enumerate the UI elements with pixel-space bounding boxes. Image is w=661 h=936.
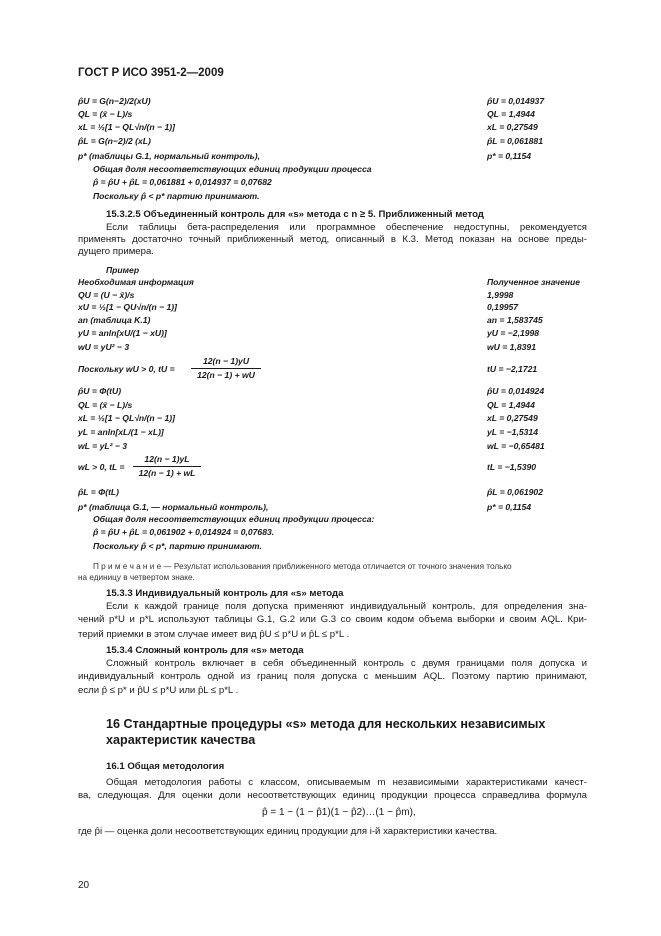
note-text: — Результат использования приближенного метода отличается от точного значения только: [161, 562, 512, 571]
calc-row-right: tL = −1,5390: [487, 462, 537, 472]
calc-row-right: wU = 1,8391: [487, 342, 536, 352]
calc-row-left: p* (таблица G.1, — нормальный контроль),: [78, 502, 269, 512]
calc-row-right: wL = −0,65481: [487, 441, 545, 451]
calc-row-right: xL = 0,27549: [487, 122, 538, 132]
calc-row-right: yL = −1,5314: [487, 427, 538, 437]
paragraph-line: Если к каждой границе поля допуска применяют индивидуальный контроль, для определения зна-: [106, 601, 587, 612]
calc-conclusion: Поскольку p̂ < p*, партию принимают.: [93, 541, 262, 551]
calc-row-left: QL = (x̄ − L)/s: [78, 400, 133, 410]
calc-row-right: p̂L = 0,061881: [487, 136, 543, 146]
fraction-denominator: 12(n − 1) + wL: [138, 468, 196, 478]
note-label: П р и м е ч а н и е: [93, 562, 162, 571]
calc-row-left: QU = (U − x̄)/s: [78, 290, 135, 300]
calc-row-right: 0,19957: [487, 302, 519, 312]
calc-row-right: p* = 0,1154: [487, 151, 532, 161]
page-header-title: ГОСТ Р ИСО 3951-2—2009: [78, 67, 224, 79]
calc-row-right: QL = 1,4944: [487, 109, 535, 119]
calc-row-left: p̂U = Φ(tU): [78, 386, 122, 396]
calc-row-left: wU = yU² − 3: [78, 342, 130, 352]
calc-row-left: an (таблица K.1): [78, 315, 151, 325]
fraction-prefix: Поскольку wU > 0, tU =: [78, 364, 175, 374]
calc-row-right: yU = −2,1998: [487, 328, 540, 338]
calc-row-left: p̂L = G(n−2)/2 (xL): [78, 136, 151, 146]
section-heading-16-cont: характеристик качества: [106, 733, 256, 747]
formula: p̂ = 1 − (1 − p̂1)(1 − p̂2)…(1 − p̂m),: [262, 807, 416, 818]
calc-row-right: xL = 0,27549: [487, 413, 538, 423]
calc-row-left: xU = ½[1 − QU√n/(n − 1)]: [78, 302, 178, 312]
calc-row-right: p* = 0,1154: [487, 502, 532, 512]
calc-conclusion: Поскольку p̂ < p* партию принимают.: [93, 191, 260, 201]
fraction-bar: [191, 368, 261, 369]
calc-row-left: QL = (x̄ − L)/s: [78, 109, 133, 119]
fraction-numerator: 12(n − 1)yU: [202, 356, 250, 366]
paragraph-line: если p̂ ≤ p* и p̂U ≤ p*U или p̂L ≤ p*L .: [78, 685, 239, 696]
page-number: 20: [78, 880, 90, 891]
paragraph-line: Сложный контроль включает в себя объединенный контроль с двумя границами поля допуска и: [106, 658, 587, 669]
paragraph-line: индивидуальный контроль одной из границ поля допуска с меньшим AQL. Поэтому партию принимают,: [78, 671, 587, 682]
calc-conclusion: Общая доля несоответствующих единиц продукции процесса: [93, 164, 372, 174]
example-label: Пример: [106, 265, 140, 275]
calc-row-right: an = 1,583745: [487, 315, 543, 325]
calc-row-left: xL = ½[1 − QL√n/(n − 1)]: [78, 122, 175, 132]
calc-conclusion: Общая доля несоответствующих единиц продукции процесса:: [93, 514, 375, 524]
calc-row-right: QL = 1,4944: [487, 400, 535, 410]
fraction-denominator: 12(n − 1) + wU: [197, 370, 255, 380]
paragraph-line: ва, следующая. Для оценки доли несоответствующих единиц продукции процесса справедлива формула: [78, 790, 587, 801]
calc-row-left: yU = anln[xU/(1 − xU)]: [78, 328, 167, 338]
calc-row-left: yL = anln[xL/(1 − xL)]: [78, 427, 164, 437]
paragraph-line: терий приемки в этом случае имеет вид p̂U ≤ p*U и p̂L ≤ p*L .: [78, 629, 350, 640]
section-heading-15-3-3: 15.3.3 Индивидуальный контроль для «s» метода: [106, 588, 344, 599]
fraction-bar: [133, 466, 201, 467]
section-heading-15-3-4: 15.3.4 Сложный контроль для «s» метода: [106, 645, 304, 656]
paragraph-line: дущего примера.: [78, 246, 154, 257]
calc-row-right: p̂U = 0,014937: [487, 96, 545, 106]
fraction-prefix: wL > 0, tL =: [78, 462, 125, 472]
calc-row-left: p* (таблицы G.1, нормальный контроль),: [78, 151, 261, 161]
column-header-obtained: Полученное значение: [487, 277, 581, 287]
note-text: на единицу в четвертом знаке.: [78, 573, 195, 582]
fraction-numerator: 12(n − 1)yL: [144, 454, 190, 464]
calc-row-left: p̂L = Φ(tL): [78, 487, 120, 497]
calc-row-left: p̂U = G(n−2)/2(xU): [78, 96, 151, 106]
calc-row-right: tU = −2,1721: [487, 364, 538, 374]
note: [93, 561, 512, 572]
calc-row-left: xL = ½[1 − QL√n/(n − 1)]: [78, 413, 175, 423]
paragraph-line: Общая методология работы с классом, описываемым m независимыми характеристиками качест-: [106, 777, 587, 788]
column-header-required: Необходимая информация: [78, 277, 194, 287]
calc-conclusion: p̂ = p̂U + p̂L = 0,061881 + 0,014937 = 0,07682: [93, 177, 272, 187]
paragraph-line: применять достаточно точный приближенный метод, описанный в К.3. Метод показан на основе преды-: [78, 234, 587, 245]
calc-row-left: wL = yL² − 3: [78, 441, 128, 451]
calc-row-right: 1,9998: [487, 290, 514, 300]
paragraph-line: Если таблицы бета-распределения или программное обеспечение недоступны, рекомендуется: [106, 222, 587, 233]
paragraph-line: где p̂i — оценка доли несоответствующих единиц продукции для i-й характеристики качества.: [78, 826, 498, 837]
paragraph-line: чений p*U и p*L используют таблицы G.1, G.2 или G.3 со своим кодом объема выборки и своим AQL. Кри-: [78, 614, 587, 625]
section-heading-15-3-2-5: 15.3.2.5 Объединенный контроль для «s» метода с n ≥ 5. Приближенный метод: [106, 209, 484, 220]
section-heading-16-1: 16.1 Общая методология: [106, 761, 225, 772]
calc-row-right: p̂L = 0,061902: [487, 487, 543, 497]
calc-conclusion: p̂ = p̂U + p̂L = 0,061902 + 0,014924 = 0,07683.: [93, 527, 275, 537]
section-heading-16: 16 Стандартные процедуры «s» метода для нескольких независимых: [106, 717, 546, 731]
calc-row-right: p̂U = 0,014924: [487, 386, 545, 396]
